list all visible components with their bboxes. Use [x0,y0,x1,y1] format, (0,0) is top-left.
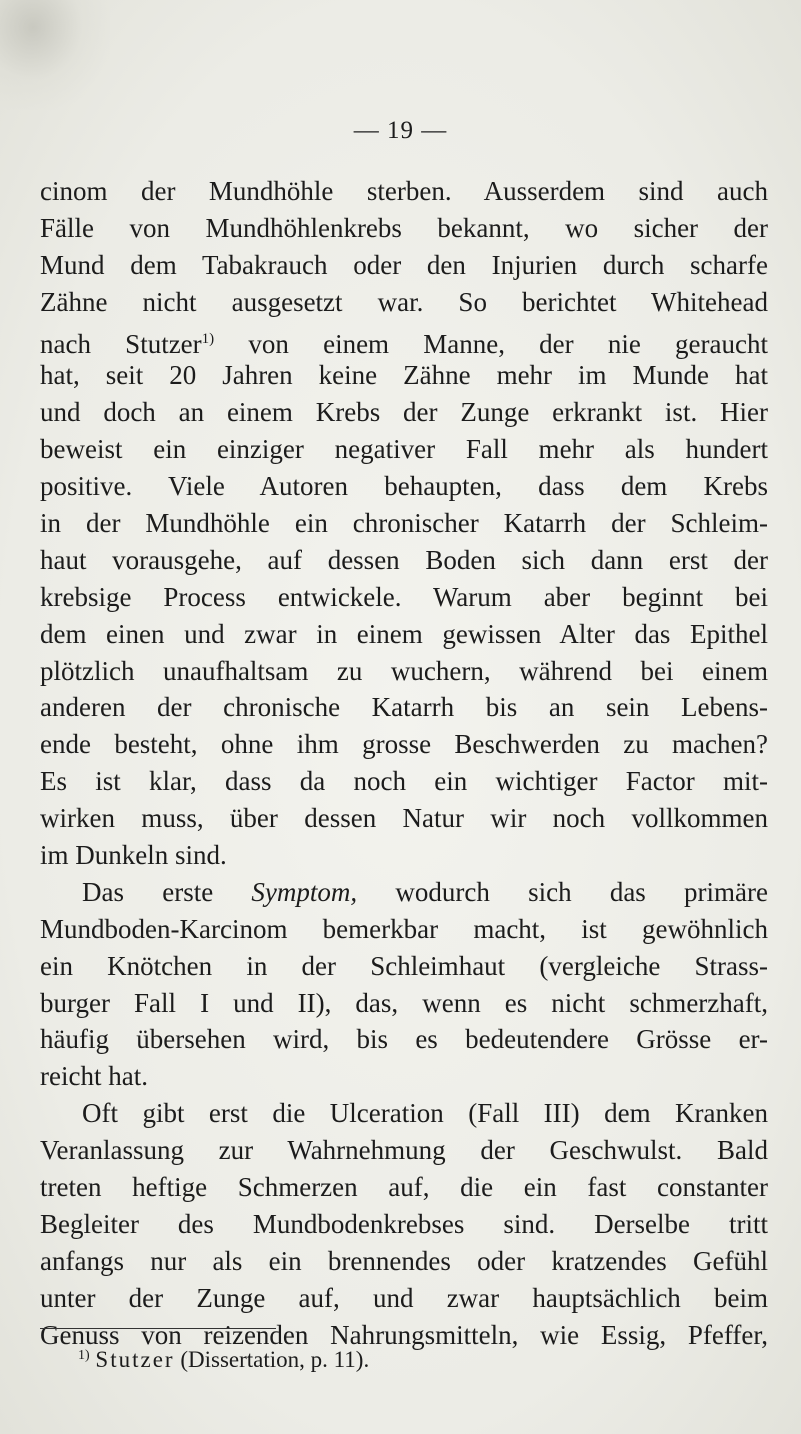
text-line: beweist ein einziger negativer Fall mehr als hundert [40,434,768,465]
text-fragment: wodurch sich das primäre [395,876,768,907]
text-line: cinom der Mundhöhle sterben. Ausserdem sind auch [40,176,768,206]
text-line: ein Knötchen in der Schleimhaut (vergleiche Strass- [40,950,768,981]
text-line: burger Fall I und II), das, wenn es nicht schmerzhaft, [40,987,768,1018]
text-line: Genuss von reizenden Nahrungsmitteln, wie Essig, Pfeffer, [40,1319,768,1350]
text-line: anfangs nur als ein brennendes oder kratzendes Gefühl [40,1245,768,1276]
text-line: Oft gibt erst die Ulceration (Fall III) dem Kranken [82,1098,768,1129]
text-line: ende besteht, ohne ihm grosse Beschwerden zu machen? [40,729,768,760]
footnote-divider [40,1328,276,1329]
footnote-anchor: 1) [201,330,215,347]
emphasized-word: Symptom, [251,876,358,907]
text-line: Veranlassung zur Wahrnehmung der Geschwulst. Bald [40,1135,768,1166]
text-line: anderen der chronische Katarrh bis an sein Lebens- [40,692,768,723]
text-line: Fälle von Mundhöhlenkrebs bekannt, wo sicher der [40,212,768,243]
text-line: dem einen und zwar in einem gewissen Alter das Epithel [40,618,768,649]
text-fragment: von einem Manne, der nie geraucht [248,328,769,359]
text-line: hat, seit 20 Jahren keine Zähne mehr im Munde hat [40,360,768,391]
footnote-marker: 1) [78,1348,90,1363]
text-line: Mundboden-Karcinom bemerkbar macht, ist gewöhnlich [40,913,768,944]
text-line: häufig übersehen wird, bis es bedeutendere Grösse er- [40,1024,768,1055]
text-line: Begleiter des Mundbodenkrebses sind. Derselbe tritt [40,1208,768,1239]
text-line-with-footnote [40,321,768,358]
text-line: positive. Viele Autoren behaupten, dass dem Krebs [40,471,768,502]
text-fragment: nach Stutzer [40,328,202,359]
text-line: in der Mundhöhle ein chronischer Katarrh der Schleim- [40,508,768,539]
page-number: — 19 — [353,117,448,144]
text-line: unter der Zunge auf, und zwar hauptsächlich beim [40,1282,768,1313]
text-line: plötzlich unaufhaltsam zu wuchern, während bei einem [40,655,768,686]
paper-stain [0,0,110,110]
body-text [40,173,768,1354]
text-line: Mund dem Tabakrauch oder den Injurien durch scharfe [40,249,768,280]
footnote-citation: (Dissertation, p. 11). [180,1347,370,1372]
text-line: reicht hat. [40,1061,148,1092]
text-line: Zähne nicht ausgesetzt war. So berichtet Whitehead [40,286,768,317]
footnote-author: Stutzer [95,1347,175,1372]
text-line: krebsige Process entwickele. Warum aber beginnt bei [40,581,768,612]
footnote [78,1347,369,1373]
text-line: wirken muss, über dessen Natur wir noch vollkommen [40,803,768,834]
text-line: und doch an einem Krebs der Zunge erkrankt ist. Hier [40,397,768,428]
text-line-with-emphasis [40,874,768,911]
text-fragment: Das erste [82,876,214,907]
text-line: treten heftige Schmerzen auf, die ein fast constanter [40,1172,768,1203]
text-line: Es ist klar, dass da noch ein wichtiger Factor mit- [40,766,768,797]
text-line: im Dunkeln sind. [40,840,227,871]
text-line: haut vorausgehe, auf dessen Boden sich dann erst der [40,544,768,575]
